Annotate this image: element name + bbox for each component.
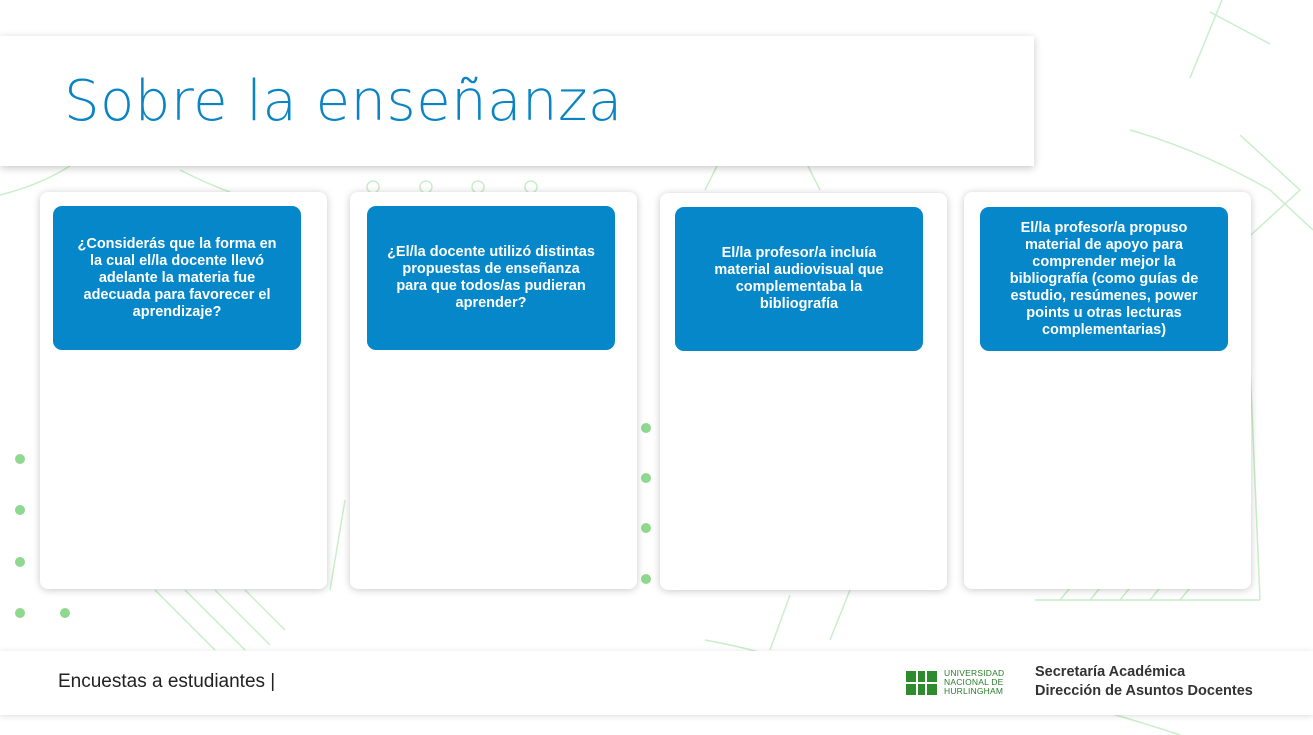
university-logo-text: UNIVERSIDAD NACIONAL DE HURLINGHAM	[944, 668, 1005, 696]
question-card-1	[40, 192, 327, 589]
footer-survey-label: Encuestas a estudiantes |	[58, 671, 276, 692]
question-text-2: ¿El/la docente utilizó distintas propuestas de enseñanza para que todos/as pudieran aprender?	[387, 244, 595, 311]
page-title: Sobre la enseñanza	[64, 69, 623, 134]
question-box-3	[675, 207, 923, 351]
footer-department	[1035, 663, 1253, 701]
question-box-2	[367, 206, 615, 350]
university-logo-icon	[906, 670, 942, 696]
question-text-1: ¿Considerás que la forma en la cual el/la docente llevó adelante la materia fue adecuada para favorecer el aprendizaje?	[77, 235, 277, 320]
question-box-1	[53, 206, 301, 350]
question-text-3: El/la profesor/a incluía material audiovisual que complementaba la bibliografía	[714, 245, 884, 312]
university-logo	[906, 669, 1016, 697]
question-box-4	[980, 207, 1228, 351]
direccion-label: Dirección de Asuntos Docentes	[1035, 683, 1253, 699]
question-card-3	[660, 193, 947, 590]
question-card-2	[350, 192, 637, 589]
question-card-4	[964, 192, 1251, 589]
footer-bar	[0, 651, 1313, 715]
secretaria-label: Secretaría Académica	[1035, 664, 1186, 680]
title-card	[0, 36, 1034, 166]
question-text-4: El/la profesor/a propuso material de apoyo para comprender mejor la bibliografía (como guías de estudio, resúmenes, power points u otras lecturas complementarias)	[1009, 219, 1199, 338]
